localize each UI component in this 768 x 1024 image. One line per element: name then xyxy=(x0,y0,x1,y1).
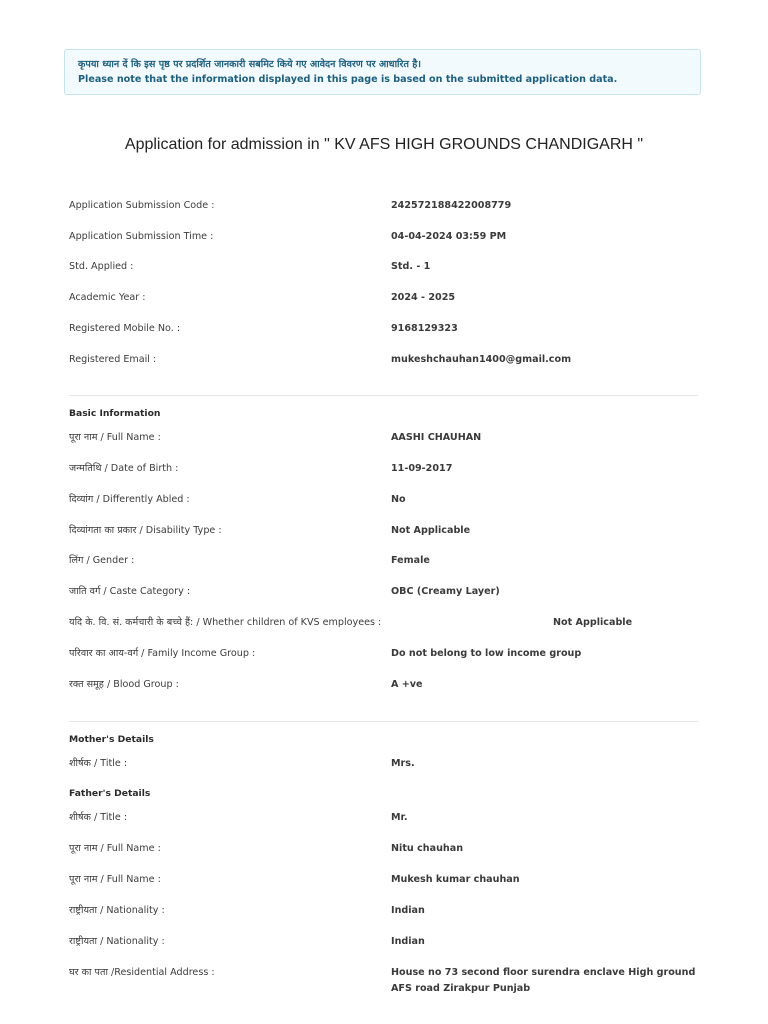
field-label: पूरा नाम / Full Name : xyxy=(69,843,161,854)
field-label: राष्ट्रीयता / Nationality : xyxy=(69,905,165,916)
field-value: A +ve xyxy=(391,679,423,690)
row-kvs-employee-child xyxy=(69,615,709,631)
field-label: दिव्यांग / Differently Abled : xyxy=(69,494,190,505)
field-label: जाति वर्ग / Caste Category : xyxy=(69,586,191,597)
field-label: घर का पता /Residential Address : xyxy=(69,967,215,978)
row-mother-title xyxy=(69,756,709,772)
field-value: Mukesh kumar chauhan xyxy=(391,874,520,885)
field-value: OBC (Creamy Layer) xyxy=(391,586,500,597)
field-value: Not Applicable xyxy=(553,617,633,628)
row-disability-type xyxy=(69,523,709,539)
field-value: 11-09-2017 xyxy=(391,463,453,474)
row-differently-abled xyxy=(69,492,709,508)
field-label: लिंग / Gender : xyxy=(69,555,135,566)
field-value: Std. - 1 xyxy=(391,261,431,272)
row-mother-full-name xyxy=(69,841,709,857)
field-label: शीर्षक / Title : xyxy=(69,758,128,769)
row-dob xyxy=(69,461,709,477)
field-label: परिवार का आय-वर्ग / Family Income Group : xyxy=(69,648,256,659)
field-value: Mrs. xyxy=(391,758,415,769)
row-submission-code xyxy=(69,198,709,214)
field-label: Application Submission Time : xyxy=(69,231,214,242)
field-label: Academic Year : xyxy=(69,292,146,303)
field-value: Indian xyxy=(391,936,425,947)
row-full-name xyxy=(69,430,709,446)
field-value: mukeshchauhan1400@gmail.com xyxy=(391,354,572,365)
field-label: यदि के. वि. सं. कर्मचारी के बच्चे हैं: / Whether children of KVS employees : xyxy=(69,617,382,628)
field-value: Indian xyxy=(391,905,425,916)
field-value: Do not belong to low income group xyxy=(391,648,582,659)
info-notice xyxy=(64,49,701,95)
field-value: House no 73 second floor surendra enclave High ground AFS road Zirakpur Punjab xyxy=(391,967,696,994)
row-residential-address xyxy=(69,965,709,999)
row-mobile xyxy=(69,321,709,337)
section-heading-father: Father's Details xyxy=(69,788,151,799)
section-divider xyxy=(69,395,698,396)
page-title: Application for admission in " KV AFS HIGH GROUNDS CHANDIGARH " xyxy=(124,136,644,153)
field-value: 9168129323 xyxy=(391,323,458,334)
row-nationality-1 xyxy=(69,903,709,919)
field-label: शीर्षक / Title : xyxy=(69,812,128,823)
notice-english: Please note that the information displayed in this page is based on the submitted application data. xyxy=(78,74,618,85)
notice-hindi: कृपया ध्यान दें कि इस पृष्ठ पर प्रदर्शित जानकारी सबमिट किये गए आवेदन विवरण पर आधारित है। xyxy=(78,59,422,70)
field-label: रक्त समूह / Blood Group : xyxy=(69,679,179,690)
field-value: No xyxy=(391,494,406,505)
field-value: Not Applicable xyxy=(391,525,471,536)
row-nationality-2 xyxy=(69,934,709,950)
row-father-title xyxy=(69,810,709,826)
section-heading-mother: Mother's Details xyxy=(69,734,154,745)
field-label: पूरा नाम / Full Name : xyxy=(69,874,161,885)
row-gender xyxy=(69,553,709,569)
section-heading-basic: Basic Information xyxy=(69,408,161,419)
row-email xyxy=(69,352,709,368)
row-academic-year xyxy=(69,290,709,306)
field-value: 2024 - 2025 xyxy=(391,292,456,303)
row-family-income xyxy=(69,646,709,662)
row-caste-category xyxy=(69,584,709,600)
field-label: Std. Applied : xyxy=(69,261,134,272)
field-value: 04-04-2024 03:59 PM xyxy=(391,231,507,242)
row-father-full-name xyxy=(69,872,709,888)
field-label: Registered Email : xyxy=(69,354,157,365)
field-label: Registered Mobile No. : xyxy=(69,323,181,334)
field-value: Nitu chauhan xyxy=(391,843,464,854)
field-value: Mr. xyxy=(391,812,408,823)
field-value: AASHI CHAUHAN xyxy=(391,432,482,443)
row-std-applied xyxy=(69,259,709,275)
row-submission-time xyxy=(69,229,709,245)
field-label: पूरा नाम / Full Name : xyxy=(69,432,161,443)
field-label: राष्ट्रीयता / Nationality : xyxy=(69,936,165,947)
field-value: 242572188422008779 xyxy=(391,200,512,211)
row-blood-group xyxy=(69,677,709,693)
field-label: Application Submission Code : xyxy=(69,200,215,211)
section-divider xyxy=(69,721,698,722)
field-label: जन्मतिथि / Date of Birth : xyxy=(69,463,179,474)
field-value: Female xyxy=(391,555,430,566)
field-label: दिव्यांगता का प्रकार / Disability Type : xyxy=(69,525,222,536)
